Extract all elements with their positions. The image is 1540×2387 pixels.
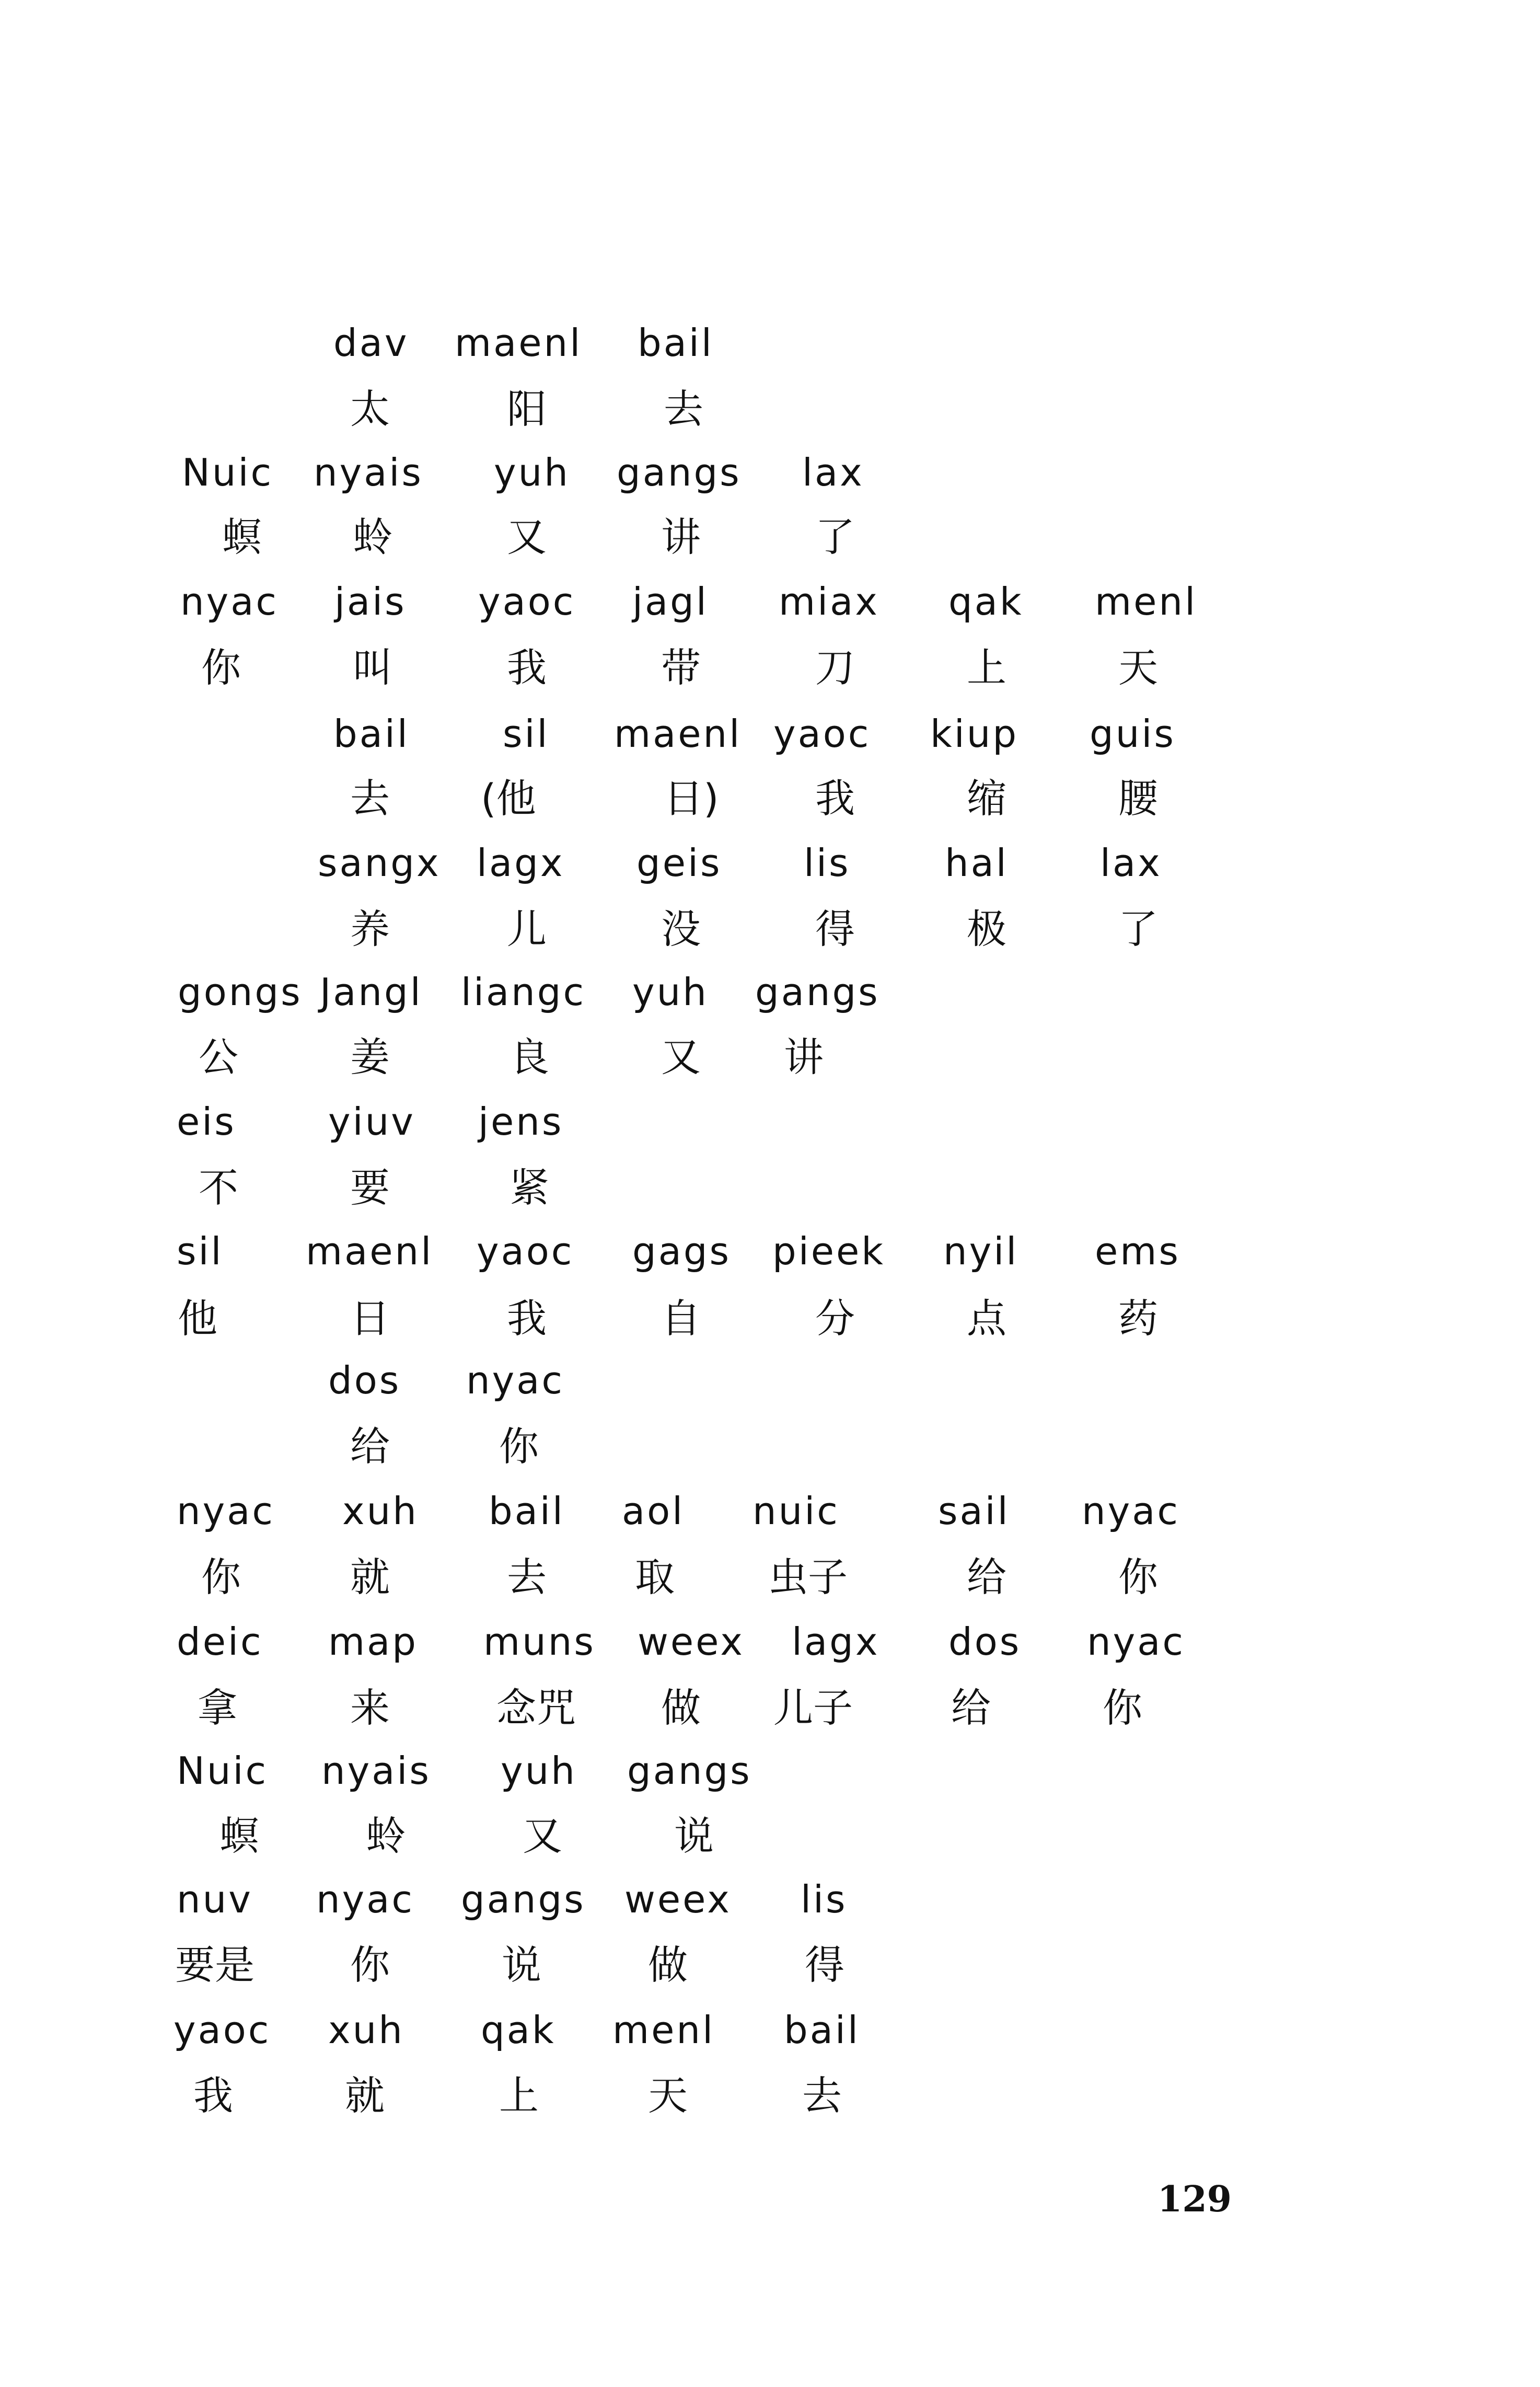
romanized-word: Nuic <box>177 1749 269 1793</box>
romanized-word: bail <box>638 321 714 365</box>
romanized-word: gangs <box>755 970 880 1014</box>
chinese-gloss-word: 了 <box>815 514 855 560</box>
chinese-gloss-word: 你 <box>499 1423 539 1470</box>
chinese-gloss-word: 良 <box>510 1034 549 1080</box>
chinese-gloss-word: 日) <box>664 775 719 822</box>
chinese-gloss-line <box>0 1034 1540 1090</box>
romanized-word: lax <box>802 451 864 494</box>
romanized-word: yaoc <box>477 1229 574 1273</box>
chinese-gloss-word: 去 <box>350 775 390 822</box>
chinese-gloss-line <box>0 514 1540 570</box>
chinese-gloss-word: 蛉 <box>366 1813 406 1859</box>
romanized-line <box>0 451 1540 506</box>
romanized-word: dav <box>333 321 409 365</box>
romanized-word: weex <box>624 1877 732 1921</box>
romanized-line <box>0 1620 1540 1675</box>
romanized-word: yaoc <box>173 2008 271 2052</box>
chinese-gloss-word: 我 <box>507 644 547 691</box>
romanized-line <box>0 1749 1540 1804</box>
chinese-gloss-word: 天 <box>1118 644 1158 691</box>
chinese-gloss-word: 来 <box>350 1685 390 1731</box>
romanized-word: yuh <box>494 451 570 494</box>
romanized-word: yuh <box>632 970 709 1014</box>
romanized-word: qak <box>948 580 1024 624</box>
chinese-gloss-word: 点 <box>967 1295 1006 1342</box>
chinese-gloss-word: 又 <box>523 1813 562 1859</box>
romanized-line <box>0 2008 1540 2063</box>
romanized-word: sil <box>503 712 550 756</box>
chinese-gloss-line <box>0 2072 1540 2128</box>
chinese-gloss-word: 了 <box>1118 906 1158 952</box>
chinese-gloss-word: 螟 <box>219 1813 259 1859</box>
chinese-gloss-word: 极 <box>967 906 1006 952</box>
chinese-gloss-line <box>0 1685 1540 1740</box>
chinese-gloss-word: 拿 <box>198 1685 237 1731</box>
chinese-gloss-word: 又 <box>507 514 547 560</box>
chinese-gloss-word: 你 <box>350 1942 390 1988</box>
chinese-gloss-word: 叫 <box>353 644 392 691</box>
chinese-gloss-line <box>0 906 1540 962</box>
romanized-line <box>0 1100 1540 1155</box>
romanized-word: miax <box>779 580 879 624</box>
chinese-gloss-word: 你 <box>201 644 241 691</box>
romanized-word: maenl <box>306 1229 434 1273</box>
chinese-gloss-word: 说 <box>674 1813 714 1859</box>
romanized-word: bail <box>489 1489 565 1533</box>
chinese-gloss-word: 蛉 <box>353 514 392 560</box>
romanized-word: nuv <box>177 1877 253 1921</box>
chinese-gloss-word: 腰 <box>1118 775 1158 822</box>
chinese-gloss-word: 带 <box>661 644 701 691</box>
romanized-word: lax <box>1100 841 1162 885</box>
romanized-word: nyac <box>466 1358 564 1402</box>
romanized-word: Nuic <box>182 451 274 494</box>
romanized-word: sangx <box>318 841 441 885</box>
chinese-gloss-word: 说 <box>502 1942 541 1988</box>
romanized-word: nyac <box>177 1489 275 1533</box>
romanized-word: nyil <box>943 1229 1019 1273</box>
romanized-word: deic <box>177 1620 263 1664</box>
romanized-word: kiup <box>930 712 1019 756</box>
romanized-word: nyac <box>180 580 279 624</box>
chinese-gloss-word: 上 <box>967 644 1006 691</box>
chinese-gloss-word: 药 <box>1118 1295 1158 1342</box>
chinese-gloss-word: 儿 <box>507 906 547 952</box>
romanized-word: muns <box>483 1620 596 1664</box>
romanized-word: nyac <box>316 1877 414 1921</box>
chinese-gloss-word: 做 <box>661 1685 701 1731</box>
chinese-gloss-word: 讲 <box>661 514 701 560</box>
chinese-gloss-word: 缩 <box>967 775 1006 822</box>
romanized-line <box>0 712 1540 767</box>
chinese-gloss-word: 得 <box>805 1942 844 1988</box>
chinese-gloss-line <box>0 644 1540 700</box>
chinese-gloss-word: 你 <box>201 1554 241 1600</box>
chinese-gloss-word: 念咒 <box>496 1685 576 1731</box>
romanized-word: nyais <box>314 451 423 494</box>
chinese-gloss-word: 刀 <box>815 644 855 691</box>
romanized-word: Jangl <box>320 970 423 1014</box>
romanized-word: ems <box>1095 1229 1180 1273</box>
romanized-word: lis <box>804 841 851 885</box>
romanized-word: lis <box>801 1877 848 1921</box>
romanized-word: liangc <box>461 970 586 1014</box>
chinese-gloss-line <box>0 1423 1540 1479</box>
romanized-word: maenl <box>455 321 583 365</box>
chinese-gloss-word: 没 <box>661 906 701 952</box>
romanized-word: dos <box>948 1620 1022 1664</box>
chinese-gloss-word: 做 <box>648 1942 688 1988</box>
chinese-gloss-word: 儿子 <box>773 1685 853 1731</box>
romanized-word: sil <box>177 1229 224 1273</box>
chinese-gloss-line <box>0 1813 1540 1869</box>
romanized-word: bail <box>784 2008 860 2052</box>
chinese-gloss-word: 就 <box>345 2072 385 2119</box>
chinese-gloss-word: 螟 <box>222 514 262 560</box>
romanized-line <box>0 1489 1540 1544</box>
romanized-word: lagx <box>792 1620 880 1664</box>
chinese-gloss-word: 天 <box>648 2072 688 2119</box>
chinese-gloss-word: 讲 <box>784 1034 824 1080</box>
chinese-gloss-word: 去 <box>507 1554 547 1600</box>
romanized-line <box>0 841 1540 896</box>
romanized-word: gangs <box>461 1877 586 1921</box>
romanized-line <box>0 970 1540 1025</box>
chinese-gloss-line <box>0 1164 1540 1220</box>
chinese-gloss-word: 日 <box>350 1295 390 1342</box>
romanized-word: yaoc <box>478 580 576 624</box>
chinese-gloss-word: 就 <box>350 1554 390 1600</box>
chinese-gloss-line <box>0 1295 1540 1351</box>
chinese-gloss-word: 虫子 <box>768 1554 848 1600</box>
chinese-gloss-word: 给 <box>967 1554 1006 1600</box>
romanized-word: nyac <box>1082 1489 1180 1533</box>
romanized-line <box>0 321 1540 376</box>
romanized-word: xuh <box>328 2008 404 2052</box>
romanized-line <box>0 1229 1540 1285</box>
romanized-word: weex <box>638 1620 745 1664</box>
chinese-gloss-word: 阳 <box>507 386 547 432</box>
romanized-line <box>0 1877 1540 1933</box>
chinese-gloss-word: 要是 <box>175 1942 254 1988</box>
romanized-word: yaoc <box>773 712 871 756</box>
chinese-gloss-line <box>0 775 1540 831</box>
chinese-gloss-word: 上 <box>499 2072 539 2119</box>
chinese-gloss-word: 自 <box>661 1295 701 1342</box>
chinese-gloss-word: 我 <box>193 2072 233 2119</box>
romanized-word: jais <box>334 580 407 624</box>
romanized-word: nuic <box>752 1489 840 1533</box>
chinese-gloss-word: 又 <box>661 1034 701 1080</box>
chinese-gloss-word: 给 <box>350 1423 390 1470</box>
chinese-gloss-word: 你 <box>1118 1554 1158 1600</box>
romanized-word: gongs <box>178 970 303 1014</box>
romanized-word: map <box>328 1620 418 1664</box>
romanized-word: nyac <box>1087 1620 1185 1664</box>
chinese-gloss-word: 不 <box>199 1164 238 1211</box>
romanized-word: gags <box>632 1229 732 1273</box>
romanized-word: xuh <box>342 1489 419 1533</box>
chinese-gloss-word: 要 <box>350 1164 390 1211</box>
romanized-word: lagx <box>477 841 565 885</box>
romanized-word: geis <box>636 841 722 885</box>
romanized-word: gangs <box>627 1749 752 1793</box>
chinese-gloss-line <box>0 1554 1540 1610</box>
chinese-gloss-line <box>0 1942 1540 1998</box>
chinese-gloss-word: 养 <box>350 906 390 952</box>
chinese-gloss-word: 我 <box>815 775 855 822</box>
chinese-gloss-word: 你 <box>1103 1685 1142 1731</box>
chinese-gloss-word: 取 <box>635 1554 675 1600</box>
romanized-word: guis <box>1090 712 1176 756</box>
romanized-word: menl <box>1095 580 1198 624</box>
romanized-word: hal <box>945 841 1009 885</box>
chinese-gloss-word: 姜 <box>350 1034 390 1080</box>
romanized-word: yiuv <box>328 1100 415 1144</box>
romanized-word: jagl <box>632 580 709 624</box>
chinese-gloss-word: 紧 <box>510 1164 549 1211</box>
romanized-line <box>0 580 1540 635</box>
chinese-gloss-word: 太 <box>350 386 390 432</box>
page-number: 129 <box>1157 2178 1232 2220</box>
romanized-word: sail <box>938 1489 1010 1533</box>
romanized-word: aol <box>622 1489 685 1533</box>
romanized-word: maenl <box>614 712 742 756</box>
chinese-gloss-word: 我 <box>507 1295 547 1342</box>
romanized-word: pieek <box>772 1229 885 1273</box>
romanized-word: qak <box>481 2008 556 2052</box>
romanized-word: menl <box>612 2008 715 2052</box>
chinese-gloss-word: 去 <box>802 2072 842 2119</box>
chinese-gloss-word: 公 <box>199 1034 238 1080</box>
chinese-gloss-word: 得 <box>815 906 855 952</box>
romanized-word: dos <box>328 1358 401 1402</box>
romanized-word: bail <box>333 712 410 756</box>
chinese-gloss-line <box>0 386 1540 442</box>
romanized-line <box>0 1358 1540 1414</box>
romanized-word: yuh <box>501 1749 577 1793</box>
romanized-word: nyais <box>321 1749 431 1793</box>
chinese-gloss-word: 他 <box>178 1295 217 1342</box>
romanized-word: jens <box>478 1100 564 1144</box>
chinese-gloss-word: (他 <box>481 775 536 822</box>
chinese-gloss-word: 去 <box>664 386 703 432</box>
romanized-word: eis <box>177 1100 236 1144</box>
chinese-gloss-word: 分 <box>815 1295 855 1342</box>
romanized-word: gangs <box>617 451 742 494</box>
chinese-gloss-word: 给 <box>951 1685 991 1731</box>
